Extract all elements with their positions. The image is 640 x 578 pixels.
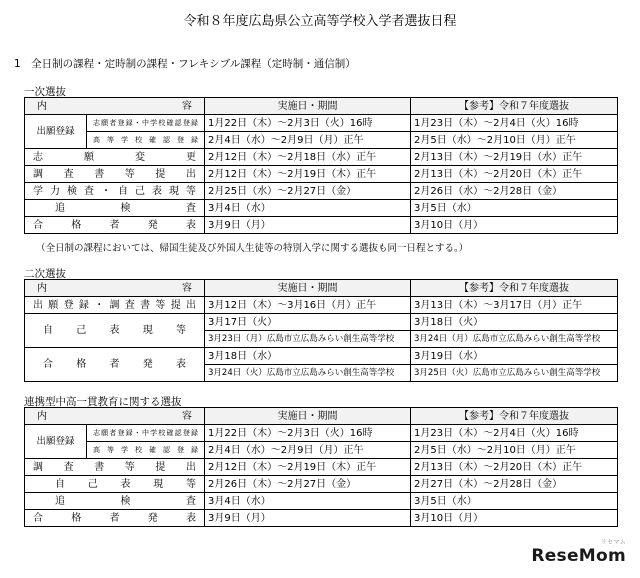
table-row <box>25 183 618 200</box>
row-label: 学力検査・自己表現等 <box>25 183 205 200</box>
schedule-cell: 3月9日（月） <box>205 217 411 234</box>
table-row <box>25 149 618 166</box>
reference-cell: 3月25日（火）広島市立広島みらい創生高等学校 <box>411 365 618 382</box>
reference-cell: 2月27日（木）～2月28日（金） <box>411 476 618 493</box>
table-row <box>25 200 618 217</box>
schedule-cell: 3月12日（木）～3月16日（月）正午 <box>205 297 411 314</box>
reference-cell: 2月13日（木）～2月20日（木）正午 <box>411 166 618 183</box>
table-row <box>25 459 618 476</box>
header-reference: 【参考】令和７年度選抜 <box>411 280 618 297</box>
schedule-cell: 3月18日（水） <box>205 348 411 365</box>
header-schedule: 実施日・期間 <box>205 98 411 115</box>
reference-cell: 1月23日（木）～2月4日（火）16時 <box>411 425 618 442</box>
row-label: 追検査 <box>25 493 205 510</box>
table-header-row <box>25 408 618 425</box>
table-row <box>25 348 618 365</box>
table-row <box>25 132 618 149</box>
table-row <box>25 217 618 234</box>
resemom-logo <box>531 540 626 566</box>
header-schedule: 実施日・期間 <box>205 280 411 297</box>
schedule-cell: 2月26日（木）～2月27日（金） <box>205 476 411 493</box>
table-row <box>25 297 618 314</box>
schedule-cell: 3月17日（火） <box>205 314 411 331</box>
reference-cell: 2月13日（木）～2月19日（水）正午 <box>411 149 618 166</box>
header-schedule: 実施日・期間 <box>205 408 411 425</box>
table-row <box>25 476 618 493</box>
row-label: 追検査 <box>25 200 205 217</box>
schedule-cell: 2月4日（水）～2月9日（月）正午 <box>205 132 411 149</box>
reference-cell: 3月10日（月） <box>411 217 618 234</box>
reference-cell: 2月13日（木）～2月20日（木）正午 <box>411 459 618 476</box>
schedule-cell: 2月12日（木）～2月18日（水）正午 <box>205 149 411 166</box>
logo-small-text: リセマム <box>600 539 626 546</box>
row-label: 自己表現等 <box>25 476 205 493</box>
schedule-cell: 2月12日（木）～2月19日（木）正午 <box>205 166 411 183</box>
header-item: 内 容 <box>25 280 205 297</box>
section-heading: 1 全日制の課程・定時制の課程・フレキシブル課程（定時制・通信制） <box>14 58 356 70</box>
reference-cell: 1月23日（木）～2月4日（火）16時 <box>411 115 618 132</box>
schedule-cell: 3月9日（月） <box>205 510 411 527</box>
row-label: 合格者発表 <box>25 217 205 234</box>
reference-cell: 3月5日（水） <box>411 493 618 510</box>
note-text: （全日制の課程においては、帰国生徒及び外国人生徒等の特別入学に関する選抜も同一日程とする。） <box>36 243 469 254</box>
schedule-cell: 3月4日（水） <box>205 493 411 510</box>
row-sublabel: 高等学校確認登録 <box>87 132 205 149</box>
row-label: 出願登録 <box>25 425 87 459</box>
table-row <box>25 425 618 442</box>
reference-cell: 3月13日（木）～3月17日（月）正午 <box>411 297 618 314</box>
schedule-cell: 2月25日（水）～2月27日（金） <box>205 183 411 200</box>
row-label: 合格者発表 <box>25 510 205 527</box>
reference-cell: 3月5日（水） <box>411 200 618 217</box>
logo-text: ReseMom <box>531 546 626 566</box>
reference-cell: 2月5日（水）～2月10日（月）正午 <box>411 442 618 459</box>
reference-cell: 3月10日（月） <box>411 510 618 527</box>
row-label: 志願変更 <box>25 149 205 166</box>
schedule-cell: 1月22日（木）～2月3日（火）16時 <box>205 425 411 442</box>
renkei-table <box>24 407 618 527</box>
table-row <box>25 442 618 459</box>
renkei-heading: 連携型中高一貫教育に関する選抜 <box>24 396 182 408</box>
reference-cell: 3月19日（水） <box>411 348 618 365</box>
table-row <box>25 510 618 527</box>
ippan-table <box>24 97 618 234</box>
table-row <box>25 493 618 510</box>
row-label: 出願登録・調査書等提出 <box>25 297 205 314</box>
reference-cell: 3月18日（火） <box>411 314 618 331</box>
row-label: 出願登録 <box>25 115 87 149</box>
table-row <box>25 115 618 132</box>
row-sublabel: 志願者登録・中学校確認登録 <box>87 115 205 132</box>
table-row <box>25 314 618 331</box>
header-reference: 【参考】令和７年度選抜 <box>411 408 618 425</box>
table-header-row <box>25 98 618 115</box>
row-sublabel: 高等学校確認登録 <box>87 442 205 459</box>
table-row <box>25 166 618 183</box>
row-label: 調査書等提出 <box>25 166 205 183</box>
schedule-cell: 2月12日（木）～2月19日（木）正午 <box>205 459 411 476</box>
header-item: 内 容 <box>25 98 205 115</box>
header-item: 内 容 <box>25 408 205 425</box>
row-label: 自己表現等 <box>25 314 205 348</box>
schedule-cell: 3月24日（火）広島市立広島みらい創生高等学校 <box>205 365 411 382</box>
reference-cell: 2月5日（水）～2月10日（月）正午 <box>411 132 618 149</box>
page-title: 令和８年度広島県公立高等学校入学者選抜日程 <box>183 14 457 29</box>
row-label: 合格者発表 <box>25 348 205 382</box>
header-reference: 【参考】令和７年度選抜 <box>411 98 618 115</box>
niji-heading: 二次選抜 <box>24 268 66 280</box>
row-label: 調査書等提出 <box>25 459 205 476</box>
row-sublabel: 志願者登録・中学校確認登録 <box>87 425 205 442</box>
schedule-cell: 1月22日（木）～2月3日（火）16時 <box>205 115 411 132</box>
ippan-heading: 一次選抜 <box>24 86 66 98</box>
schedule-cell: 3月23日（月）広島市立広島みらい創生高等学校 <box>205 331 411 348</box>
schedule-cell: 3月4日（水） <box>205 200 411 217</box>
reference-cell: 2月26日（水）～2月28日（金） <box>411 183 618 200</box>
reference-cell: 3月24日（月）広島市立広島みらい創生高等学校 <box>411 331 618 348</box>
niji-table <box>24 279 618 382</box>
schedule-cell: 2月4日（水）～2月9日（月）正午 <box>205 442 411 459</box>
table-header-row <box>25 280 618 297</box>
